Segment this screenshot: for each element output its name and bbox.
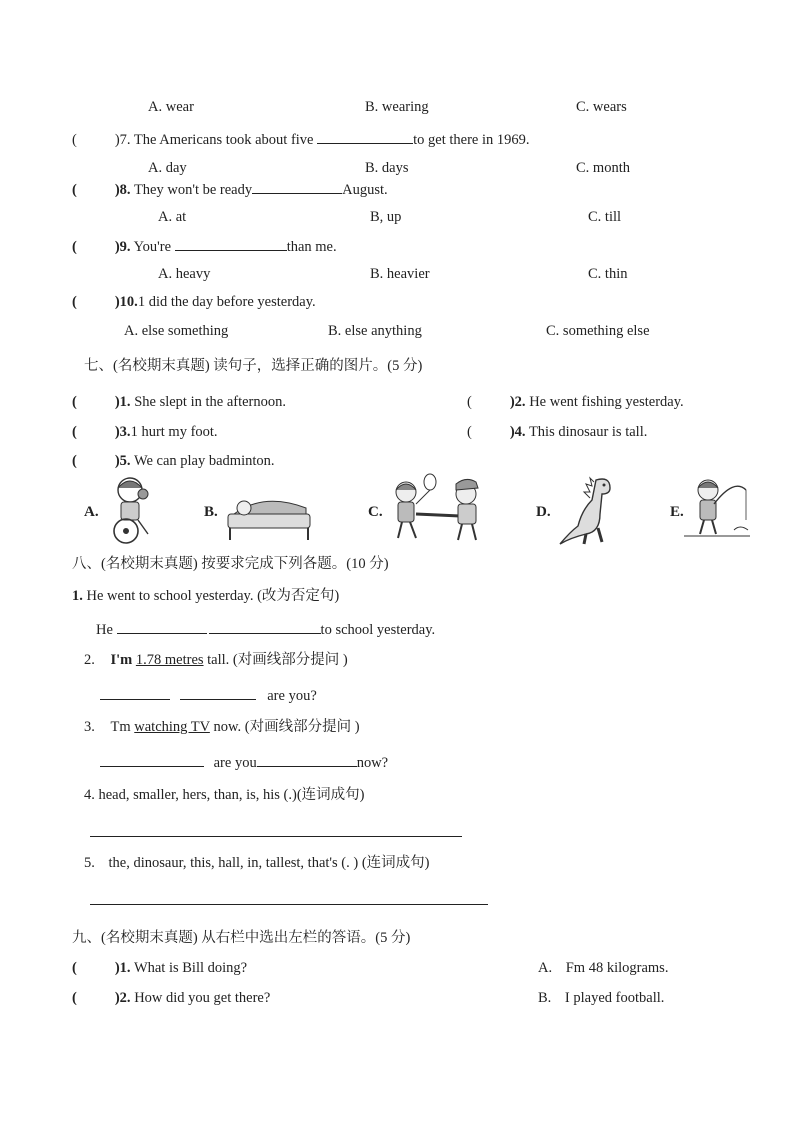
p9-answer-b-text: I played football.	[564, 990, 665, 1006]
q7-option-a: A. day	[148, 160, 187, 176]
q9-blank[interactable]	[175, 236, 287, 251]
q9-option-b: B. heavier	[370, 266, 430, 282]
p8-q1-blank-2[interactable]	[209, 619, 321, 634]
q9-option-a: A. heavy	[158, 266, 211, 282]
girl-wheelchair-picture	[104, 474, 156, 546]
p8-q3-blank-2[interactable]	[257, 752, 357, 767]
q9-paren: (	[72, 239, 77, 255]
q10-option-b: B. else anything	[328, 323, 422, 339]
q7-blank[interactable]	[317, 129, 413, 144]
p8-q4-prompt: 4. head, smaller, hers, than, is, his (.)(连词成句)	[84, 787, 365, 803]
p7-item-5-number: )5.	[114, 453, 131, 469]
q8-blank[interactable]	[252, 179, 342, 194]
p8-q1-text: He went to school yesterday. (改为否定句)	[86, 588, 340, 604]
p9-answer-a	[538, 959, 668, 977]
boy-fishing-picture	[684, 474, 750, 544]
p8-q2-answer-line	[100, 685, 317, 705]
q9-option-c: C. thin	[588, 266, 628, 282]
p7-item-1	[72, 393, 286, 411]
q8-before: They won't be ready	[133, 182, 253, 198]
q10-option-a: A. else something	[124, 323, 229, 339]
q9-before: You're	[133, 239, 172, 255]
p8-q1-start: He	[96, 622, 113, 638]
p8-q3-before: Tm	[110, 719, 131, 735]
p9-item-2-number: )2.	[114, 990, 131, 1006]
picture-label-e: E.	[670, 504, 684, 520]
p8-q3-after: now. (对画线部分提问 )	[213, 719, 360, 735]
p8-q3-number: 3.	[84, 719, 95, 735]
picture-label-c: C.	[368, 504, 383, 520]
p9-item-1-number: )1.	[114, 960, 131, 976]
q9-number: )9.	[114, 239, 131, 255]
q8-number: )8.	[114, 182, 131, 198]
q8-paren: (	[72, 182, 77, 198]
p7-item-1-number: )1.	[114, 394, 131, 410]
p8-q3-underlined: watching TV	[134, 719, 210, 735]
q10-paren: (	[72, 294, 77, 310]
q6-option-c: C. wears	[576, 99, 627, 115]
p8-q2-after: tall. (对画线部分提问 )	[207, 652, 348, 668]
p9-answer-a-letter: A.	[538, 960, 553, 976]
p9-item-1-paren: (	[72, 960, 77, 976]
q10-text: 1 did the day before yesterday.	[137, 294, 316, 310]
q6-option-a: A. wear	[148, 99, 194, 115]
p7-item-3-number: )3.	[114, 424, 131, 440]
p8-q1-end: to school yesterday.	[320, 622, 436, 638]
p8-q2-end: are you?	[267, 688, 317, 704]
part9-heading: 九、(名校期末真题) 从右栏中选出左栏的答语。(5 分)	[72, 930, 411, 946]
p8-q4-answer-line[interactable]	[90, 836, 462, 837]
p7-item-1-text: She slept in the afternoon.	[134, 394, 286, 410]
p9-item-2	[72, 989, 270, 1007]
p8-q2-blank-1[interactable]	[100, 685, 170, 700]
p8-q5-answer-line[interactable]	[90, 904, 488, 905]
p8-q5-prompt	[84, 854, 429, 872]
p7-item-4-text: This dinosaur is tall.	[528, 424, 648, 440]
p8-q1-blank-1[interactable]	[117, 619, 207, 634]
p9-answer-a-text: Fm 48 kilograms.	[565, 960, 669, 976]
p7-item-2-text: He went fishing yesterday.	[529, 394, 684, 410]
p8-q2-number: 2.	[84, 652, 95, 668]
p9-item-1	[72, 959, 247, 977]
p8-q5-number: 5.	[84, 855, 95, 871]
p8-q5-text: the, dinosaur, this, hall, in, tallest, that's (. ) (连词成句)	[108, 855, 430, 871]
p8-q1-number: 1.	[72, 588, 83, 604]
p8-q3-mid: are you	[213, 755, 257, 771]
picture-row	[0, 470, 793, 550]
part8-heading: 八、(名校期末真题) 按要求完成下列各题。(10 分)	[72, 556, 389, 572]
p8-q3-end: now?	[356, 755, 389, 771]
q7-option-c: C. month	[576, 160, 630, 176]
p8-q3-prompt	[84, 718, 360, 736]
part7-heading: 七、(名校期末真题) 读句子，选择正确的图片。(5 分)	[84, 358, 423, 374]
p9-item-1-question: What is Bill doing?	[133, 960, 248, 976]
q9-stem	[72, 236, 337, 256]
p8-q1-answer-line	[96, 619, 435, 639]
q7-text: )7. The Americans took about five	[114, 132, 314, 148]
p8-q2-underlined: 1.78 metres	[135, 652, 204, 668]
badminton-kids-picture	[386, 472, 490, 546]
p8-q2-before: I'm	[110, 652, 133, 668]
q8-option-c: C. till	[588, 209, 622, 225]
q10-option-c: C. something else	[546, 323, 650, 339]
q8-after: August.	[342, 182, 388, 198]
p8-q3-answer-line	[100, 752, 388, 772]
q6-option-b: B. wearing	[365, 99, 429, 115]
q10-number: )10.	[114, 294, 138, 310]
p7-item-3-text: 1 hurt my foot.	[130, 424, 218, 440]
p7-item-4-number: )4.	[509, 424, 526, 440]
q8-stem	[72, 179, 388, 199]
p9-item-2-question: How did you get there?	[134, 990, 271, 1006]
p7-item-3	[72, 423, 218, 441]
p7-item-5-text: We can play badminton.	[133, 453, 275, 469]
q7-option-b: B. days	[365, 160, 409, 176]
q8-option-b: B, up	[370, 209, 402, 225]
picture-label-b: B.	[204, 504, 218, 520]
p8-q3-blank-1[interactable]	[100, 752, 204, 767]
q7-paren: (	[72, 132, 77, 148]
p7-item-3-paren: (	[72, 424, 77, 440]
p8-q2-blank-2[interactable]	[180, 685, 256, 700]
p8-q1-prompt	[72, 587, 339, 605]
picture-label-a: A.	[84, 504, 99, 520]
p7-item-5	[72, 452, 275, 470]
p7-item-5-paren: (	[72, 453, 77, 469]
p7-item-2	[467, 393, 684, 411]
dinosaur-picture	[556, 474, 622, 546]
p9-answer-b-letter: B.	[538, 990, 552, 1006]
p7-item-4-paren: (	[467, 424, 472, 440]
p7-item-2-number: )2.	[509, 394, 526, 410]
p7-item-2-paren: (	[467, 394, 472, 410]
p9-item-2-paren: (	[72, 990, 77, 1006]
q10-stem	[72, 293, 316, 311]
q7-stem	[72, 129, 530, 149]
p9-answer-b	[538, 989, 664, 1007]
sleeping-person-picture	[224, 486, 316, 544]
p8-q2-prompt	[84, 651, 348, 669]
p7-item-1-paren: (	[72, 394, 77, 410]
q8-option-a: A. at	[158, 209, 187, 225]
picture-label-d: D.	[536, 504, 551, 520]
p7-item-4	[467, 423, 647, 441]
q7-after: to get there in 1969.	[413, 132, 530, 148]
q9-after: than me.	[286, 239, 337, 255]
